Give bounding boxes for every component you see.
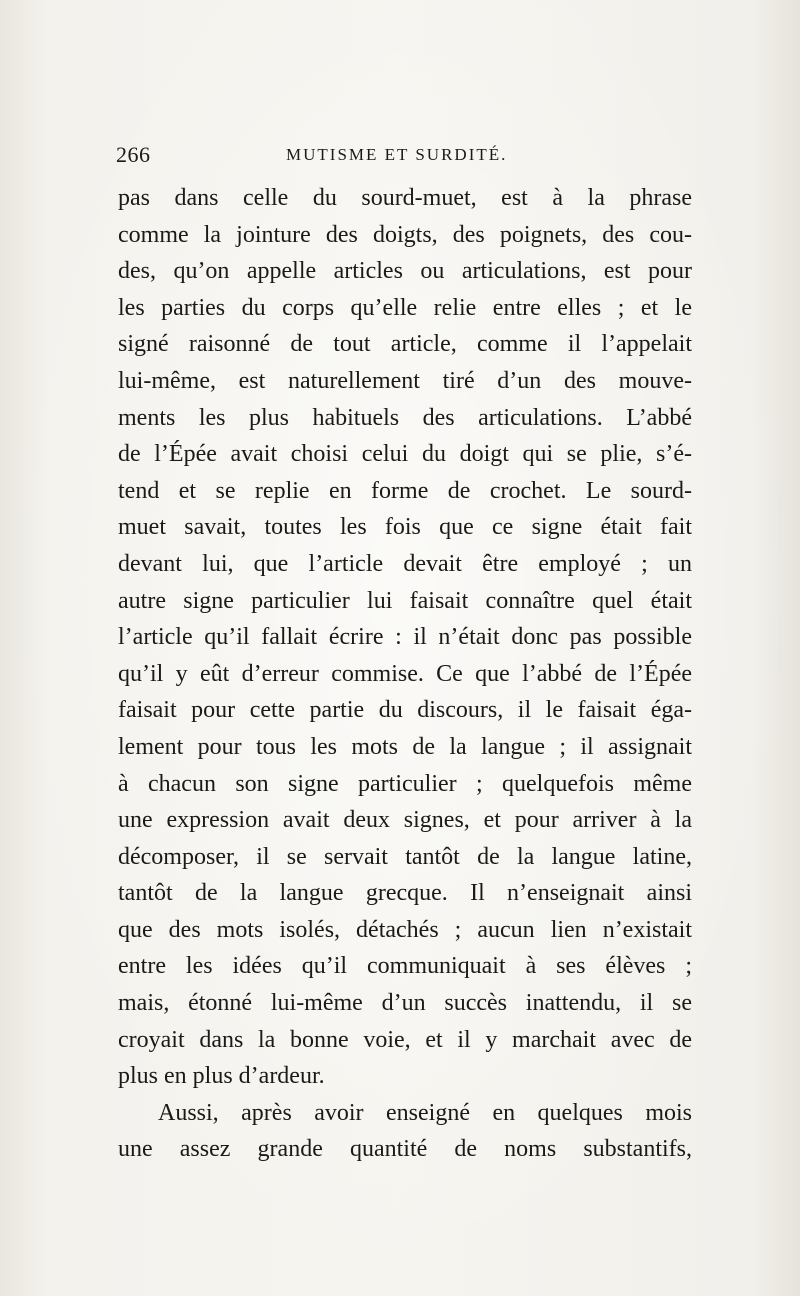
text-line: signé raisonné de tout article, comme il l’appelait [118,331,692,358]
text-line: à chacun son signe particulier ; quelquefois même [118,770,692,797]
text-line: une expression avait deux signes, et pour arriver à la [118,807,692,834]
text-line: qu’il y eût d’erreur commise. Ce que l’abbé de l’Épée [118,660,692,687]
text-line: croyait dans la bonne voie, et il y marchait avec de [118,1026,692,1053]
text-line: autre signe particulier lui faisait connaître quel était [118,587,692,614]
text-line: lui-même, est naturellement tiré d’un des mouve- [118,367,692,394]
text-line: une assez grande quantité de noms substantifs, [118,1136,692,1163]
text-line: faisait pour cette partie du discours, il le faisait éga- [118,697,692,724]
body-text [118,180,692,1168]
text-line: ments les plus habituels des articulations. L’abbé [118,404,692,431]
text-line: tantôt de la langue grecque. Il n’enseignait ainsi [118,880,692,907]
text-line: muet savait, toutes les fois que ce signe était fait [118,514,692,541]
page-number: 266 [116,142,151,167]
text-line: décomposer, il se servait tantôt de la langue latine, [118,843,692,870]
text-line: tend et se replie en forme de crochet. Le sourd- [118,477,692,504]
text-line: l’article qu’il fallait écrire : il n’était donc pas possible [118,624,692,651]
text-line: mais, étonné lui-même d’un succès inattendu, il se [118,990,692,1017]
text-line: des, qu’on appelle articles ou articulations, est pour [118,258,692,285]
text-line: comme la jointure des doigts, des poignets, des cou- [118,221,692,248]
text-line: de l’Épée avait choisi celui du doigt qui se plie, s’é- [118,441,692,468]
text-line: entre les idées qu’il communiquait à ses élèves ; [118,953,692,980]
text-line: que des mots isolés, détachés ; aucun lien n’existait [118,916,692,943]
text-line: pas dans celle du sourd-muet, est à la phrase [118,185,692,211]
paragraph-end-line: plus en plus d’ardeur. [118,1063,325,1090]
text-line: devant lui, que l’article devait être employé ; un [118,550,692,577]
running-head [116,142,691,172]
text-line: lement pour tous les mots de la langue ; il assignait [118,733,692,760]
paragraph-start-line: Aussi, après avoir enseigné en quelques mois [158,1099,692,1126]
text-line: les parties du corps qu’elle relie entre elles ; et le [118,294,692,321]
running-title: MUTISME ET SURDITÉ. [286,145,508,164]
